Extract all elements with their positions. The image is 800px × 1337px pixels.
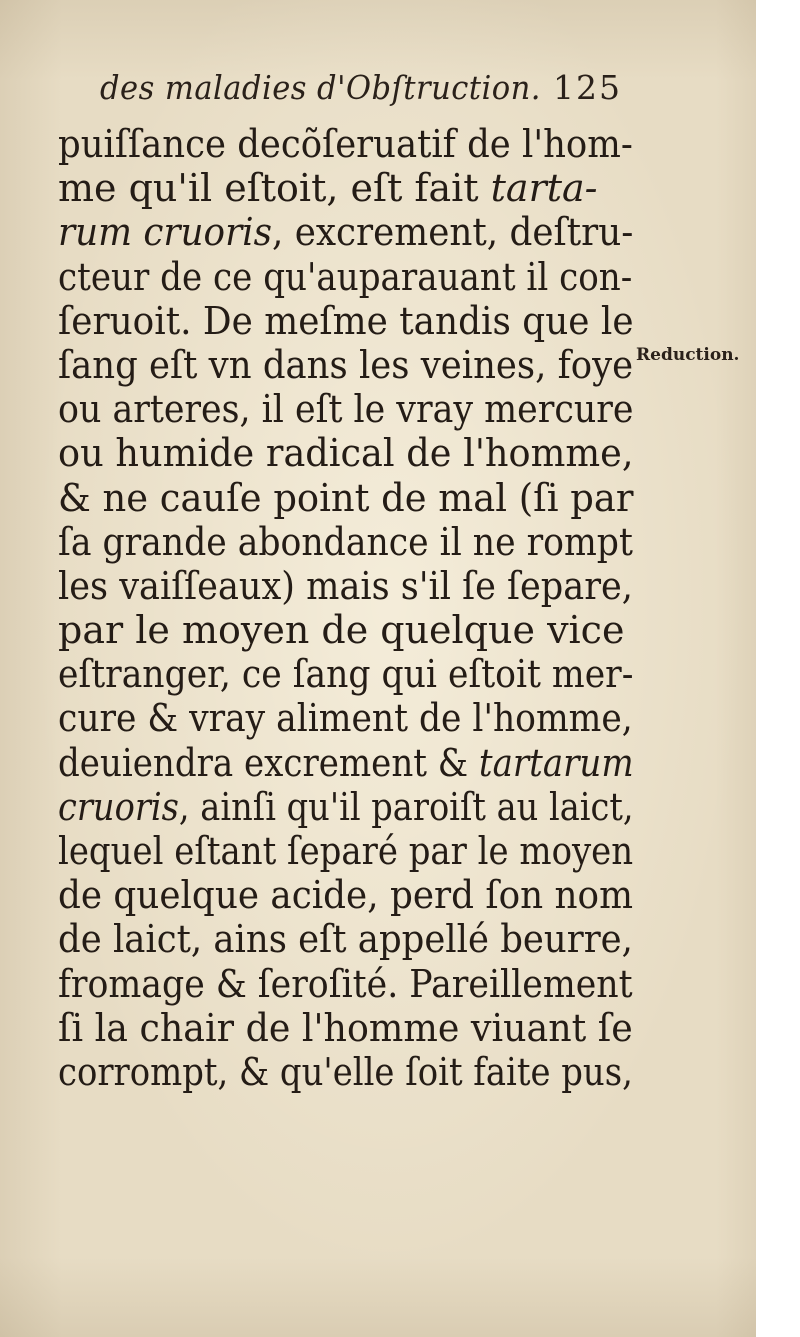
text-line: deuiendra excrement & tartarum: [58, 740, 634, 785]
text-line: par le moyen de quelque vice: [58, 608, 625, 653]
page-header: [100, 68, 630, 118]
text-line: & ne cauſe point de mal (ſi par: [58, 475, 634, 520]
page-number: 125: [553, 68, 622, 107]
text-line: ſeruoit. De meſme tandis que le: [58, 298, 634, 343]
text-line: ſa grande abondance il ne rompt: [58, 519, 633, 564]
text-line: cruoris, ainſi qu'il paroiſt au laict,: [58, 784, 634, 829]
text-line: ſi la chair de l'homme viuant ſe: [58, 1005, 633, 1050]
text-line: fromage & ſeroſité. Pareillement: [58, 961, 633, 1006]
text-line: cteur de ce qu'auparauant il con-: [58, 254, 633, 299]
text-line: ou arteres, il eſt le vray mercure: [58, 387, 634, 432]
text-line: de quelque acide, perd ſon nom: [58, 873, 633, 918]
text-line: de laict, ains eſt appellé beurre,: [58, 917, 633, 962]
text-line: puiſſance decõſeruatif de l'hom-: [58, 122, 633, 166]
text-line: rum cruoris, excrement, deſtru-: [58, 210, 634, 255]
body-text: [58, 122, 633, 1094]
text-line: ſang eſt vn dans les veines, foye: [58, 342, 634, 387]
text-line: eſtranger, ce ſang qui eſtoit mer-: [58, 652, 634, 697]
text-line: lequel eſtant ſeparé par le moyen: [58, 829, 634, 873]
text-line: les vaiſſeaux) mais s'il ſe ſepare,: [58, 563, 633, 608]
running-title: des maladies d'Obſtruction.: [100, 68, 541, 107]
text-line: me qu'il eſtoit, eſt fait tarta-: [58, 166, 598, 211]
margin-note: Reduction.: [636, 345, 740, 365]
page-edge: [756, 0, 778, 1337]
text-line: ou humide radical de l'homme,: [58, 431, 634, 476]
text-line: corrompt, & qu'elle ſoit faite pus,: [58, 1049, 633, 1094]
text-line: cure & vray aliment de l'homme,: [58, 696, 633, 741]
